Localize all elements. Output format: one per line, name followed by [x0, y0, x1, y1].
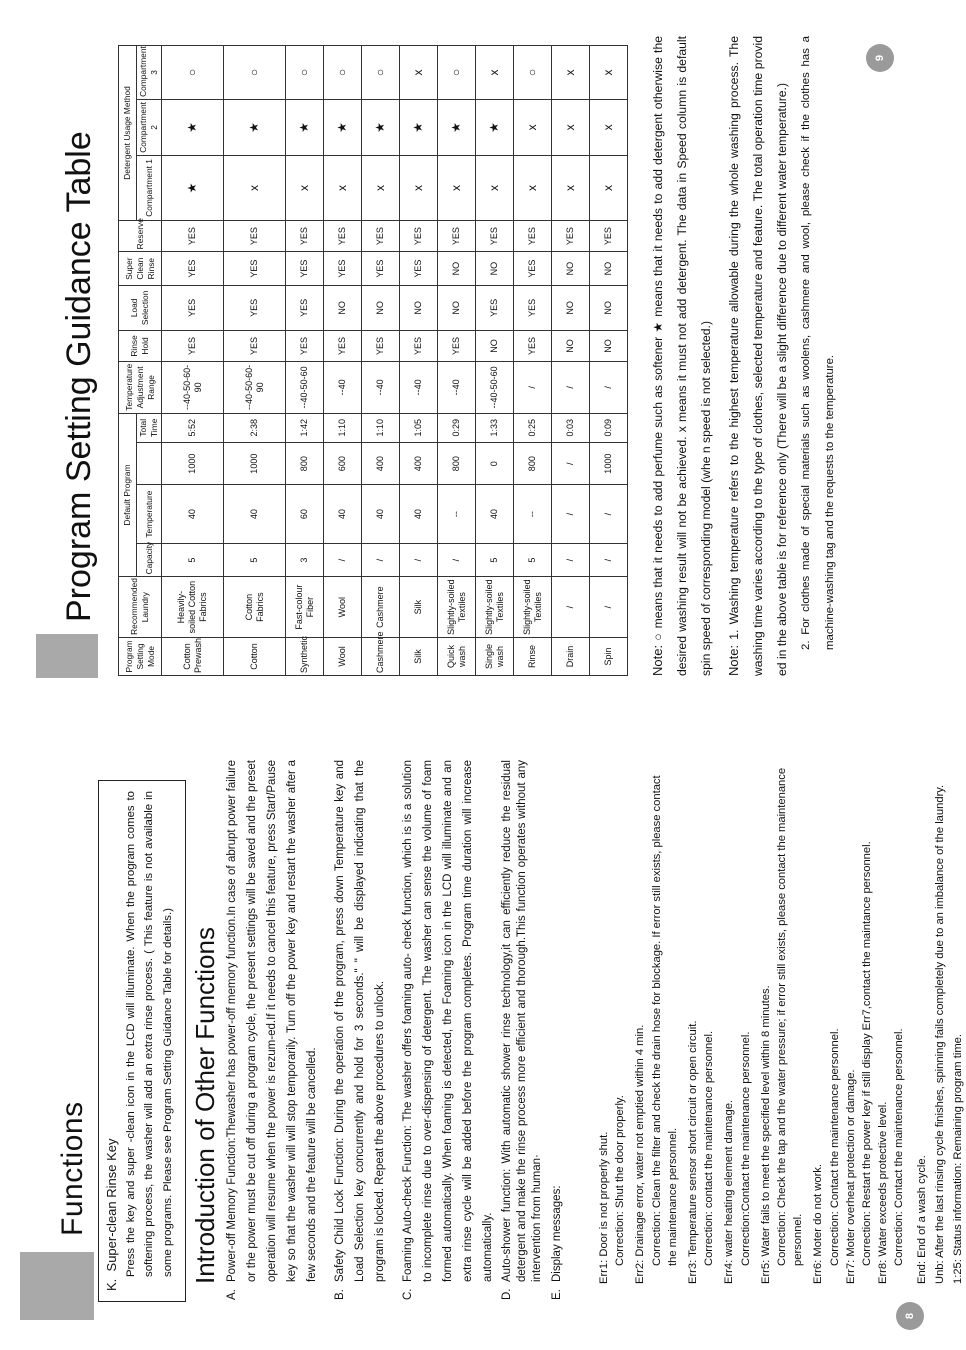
cell-temp: 60 [286, 485, 324, 543]
cell-temp: / [552, 485, 590, 543]
table-header-row-1 [119, 46, 137, 676]
cell-c1: x [438, 155, 476, 220]
cell-capacity: 5 [224, 543, 286, 577]
msg-unb: Unb: After the last rinsing cycle finishes, spinning fails completely due to an imbalance of the laundry. [933, 784, 946, 1284]
cell-super: YES [224, 252, 286, 286]
cell-range: --40-50-60 [286, 362, 324, 414]
cell-c3: x [400, 46, 438, 100]
cell-capacity: / [590, 543, 628, 577]
cell-c3: x [590, 46, 628, 100]
program-setting-guidance-table [118, 45, 628, 676]
cell-c3: ○ [324, 46, 362, 100]
cell-time: 1:42 [286, 413, 324, 442]
cell-c3: ○ [514, 46, 552, 100]
cell-reserve: YES [400, 220, 438, 251]
cell-c1: x [552, 155, 590, 220]
cell-c3: ○ [438, 46, 476, 100]
cell-load: YES [514, 285, 552, 330]
intro-item-b: B. Safety Child Lock Function: During the operation of the program, press down Temperature key and Load Selection key concurrently and hold for 3 seconds." " will be displayed indicating that the program is locked. Repeat the above procedures to unlock. [334, 760, 386, 1300]
cell-c1: x [224, 155, 286, 220]
msg-err5-correction: Correction: Check the tap and the water pressure; if error still exists, please contact the maintenance personnel. [776, 767, 805, 1266]
cell-time: 0:25 [514, 413, 552, 442]
cell-c2: ★ [162, 99, 224, 155]
msg-err1-correction: Correction: Shut the door properly. [614, 1095, 627, 1266]
cell-c1: x [400, 155, 438, 220]
col-speed [137, 442, 162, 485]
cell-capacity: / [362, 543, 400, 577]
cell-c2: x [590, 99, 628, 155]
cell-c3: ○ [162, 46, 224, 100]
cell-rinse-hold: YES [324, 330, 362, 361]
cell-speed: 800 [438, 442, 476, 485]
msg-err8-correction: Correction: Contact the maintenance personnel. [893, 1028, 906, 1266]
cell-range: / [590, 362, 628, 414]
cell-mode: Rinse [514, 637, 552, 675]
cell-laundry: / [590, 577, 628, 638]
cell-capacity: / [552, 543, 590, 577]
cell-super: YES [514, 252, 552, 286]
cell-speed: / [552, 442, 590, 485]
cell-time: 0:29 [438, 413, 476, 442]
cell-temp: 40 [224, 485, 286, 543]
cell-speed: 600 [324, 442, 362, 485]
cell-speed: 400 [400, 442, 438, 485]
cell-super: YES [324, 252, 362, 286]
col-temp-range: Temperature Adjustment Range [119, 362, 162, 414]
cell-c2: ★ [362, 99, 400, 155]
cell-temp: 40 [476, 485, 514, 543]
cell-rinse-hold: YES [514, 330, 552, 361]
cell-temp: -- [514, 485, 552, 543]
cell-c2: ★ [224, 99, 286, 155]
cell-c2: ★ [324, 99, 362, 155]
cell-c3: x [476, 46, 514, 100]
cell-mode: Quick wash [438, 637, 476, 675]
cell-mode: Single wash [476, 637, 514, 675]
msg-err6-correction: Correction: Contact the maintenance personnel. [828, 1028, 841, 1266]
cell-reserve: YES [224, 220, 286, 251]
cell-temp: 40 [400, 485, 438, 543]
cell-range: / [514, 362, 552, 414]
cell-laundry: Heavily-soiled Cotton Fabrics [162, 577, 224, 638]
cell-laundry: Slightly-soiled Textiles [476, 577, 514, 638]
msg-err7: Err7: Moter overheat protection or damage. [844, 1069, 857, 1284]
cell-c2: x [514, 99, 552, 155]
cell-load: YES [286, 285, 324, 330]
cell-super: YES [286, 252, 324, 286]
cell-time: 1:05 [400, 413, 438, 442]
cell-super: NO [438, 252, 476, 286]
cell-load: YES [162, 285, 224, 330]
cell-mode: Cotton Prewash [162, 637, 224, 675]
intro-items [222, 760, 567, 1300]
cell-laundry: Slightly-soiled Textiles [514, 577, 552, 638]
msg-err7-correction: Correction: Restart the power key if still display Err7,contact the maintance personnel. [861, 841, 874, 1266]
cell-capacity: 3 [286, 543, 324, 577]
cell-capacity: 5 [514, 543, 552, 577]
col-laundry: Recommended Laundry [119, 577, 162, 638]
table-row [552, 46, 590, 676]
cell-speed: 0 [476, 442, 514, 485]
cell-rinse-hold: YES [286, 330, 324, 361]
cell-mode: Wool [324, 637, 362, 675]
cell-super: NO [590, 252, 628, 286]
page-number-right: 9 [866, 44, 894, 72]
cell-c3: x [552, 46, 590, 100]
cell-range: --40 [438, 362, 476, 414]
table-row [224, 46, 286, 676]
cell-super: NO [552, 252, 590, 286]
right-gray-tab [36, 634, 98, 678]
cell-time: 1:10 [362, 413, 400, 442]
msg-end: End: End of a wash cycle. [915, 1155, 928, 1284]
cell-speed: 800 [514, 442, 552, 485]
cell-time: 0:03 [552, 413, 590, 442]
table-row [438, 46, 476, 676]
cell-reserve: YES [286, 220, 324, 251]
cell-rinse-hold: YES [162, 330, 224, 361]
col-compartment-2: Compartment 2 [137, 99, 162, 155]
cell-reserve: YES [476, 220, 514, 251]
cell-laundry: Silk [400, 577, 438, 638]
intro-heading: Introduction of Other Functions [190, 927, 220, 1284]
cell-temp: 40 [362, 485, 400, 543]
intro-item-c: C. Foaming Auto-check Function: The washer offers foaming auto- check function, which is is a solution to incomplete rinse due to over-dispensing of detergent. The washer can sense the volume of foam formed automatically. When foaming is detected, the Foaming icon in the LCD will illuminate and an extra rinse cycle will be added before the program completes. Program time duration will increase automatically. [402, 760, 494, 1300]
functions-heading: Functions [56, 1101, 89, 1236]
table-row [286, 46, 324, 676]
cell-c1: x [362, 155, 400, 220]
cell-laundry: Cotton Fabrics [224, 577, 286, 638]
cell-rinse-hold: YES [362, 330, 400, 361]
cell-time: 5:52 [162, 413, 224, 442]
cell-range: --40-50-60-90 [162, 362, 224, 414]
display-messages [588, 764, 966, 1284]
msg-time: 1:25: Status information: Remaining program time. [952, 1034, 965, 1284]
cell-capacity: 5 [162, 543, 224, 577]
cell-speed: 1000 [590, 442, 628, 485]
msg-err5: Err5: Water fails to meet the specified level within 8 minutes. [759, 985, 772, 1284]
k-text: Press the key and super -clean icon in the LCD will illuminate. When the program comes to softening process, the washer will add an extra rinse process. ( This feature is not available in some programs. Please see Program Setting Guidance Table for details.) [124, 791, 174, 1277]
table-row [162, 46, 224, 676]
table-row [514, 46, 552, 676]
col-reserve: Reserve [119, 220, 162, 251]
cell-speed: 800 [286, 442, 324, 485]
cell-c1: ★ [162, 155, 224, 220]
cell-range: --40 [324, 362, 362, 414]
cell-speed: 400 [362, 442, 400, 485]
cell-reserve: YES [552, 220, 590, 251]
msg-err8: Err8: Water exceeds protective level. [877, 1101, 890, 1284]
cell-c2: ★ [286, 99, 324, 155]
cell-c3: ○ [362, 46, 400, 100]
cell-speed: 1000 [162, 442, 224, 485]
cell-temp: -- [438, 485, 476, 543]
cell-c3: ○ [224, 46, 286, 100]
cell-rinse-hold: YES [400, 330, 438, 361]
k-label: K. [104, 1278, 119, 1291]
k-title: Super-clean Rinse Key [104, 1138, 119, 1272]
col-default-program: Default Program [119, 413, 137, 577]
cell-time: 0:09 [590, 413, 628, 442]
intro-item-d: D. Auto-shower function: With automatic shower rinse technology,it can efficiently reduce the residual detergent and make the rinse process more efficient and thorough.This function operates without any intervention from human· [501, 760, 543, 1300]
cell-c1: x [286, 155, 324, 220]
cell-reserve: YES [438, 220, 476, 251]
cell-rinse-hold: NO [552, 330, 590, 361]
msg-err4-correction: Correction:Contact the maintenance personnel. [739, 1031, 752, 1266]
cell-laundry: Fast-colour Fiber [286, 577, 324, 638]
cell-temp: 40 [324, 485, 362, 543]
left-gray-tab [20, 1252, 94, 1320]
cell-load: NO [552, 285, 590, 330]
cell-mode: Spin [590, 637, 628, 675]
cell-time: 1:33 [476, 413, 514, 442]
cell-load: NO [590, 285, 628, 330]
msg-err2: Err2: Drainage error, water not emptied within 4 min. [634, 1024, 647, 1284]
cell-capacity: / [438, 543, 476, 577]
msg-err1: Err1: Door is not properly shut. [598, 1131, 610, 1284]
table-row [476, 46, 514, 676]
cell-c2: ★ [438, 99, 476, 155]
cell-c2: ★ [476, 99, 514, 155]
cell-rinse-hold: YES [224, 330, 286, 361]
guidance-table-heading: Program Setting Guidance Table [60, 131, 98, 622]
cell-mode: Synthetic [286, 637, 324, 675]
table-body [162, 46, 628, 676]
cell-temp: 40 [162, 485, 224, 543]
cell-temp: / [590, 485, 628, 543]
note-2: Note: 1. Washing temperature refers to the highest temperature allowable during the whole washing process. The washing time varies according to the type of clothes, selected temperature and feature. The total operation time provid ed in the above table is for reference only (There will be a slight difference due to different water temperature.) [726, 36, 789, 676]
cell-laundry: / [552, 577, 590, 638]
col-mode: Program Setting Mode [119, 637, 162, 675]
cell-time: 2:38 [224, 413, 286, 442]
col-total-time: Total Time [137, 413, 162, 442]
cell-mode: Silk [400, 637, 438, 675]
cell-c1: x [590, 155, 628, 220]
col-capacity: Capacity [137, 543, 162, 577]
cell-rinse-hold: NO [476, 330, 514, 361]
table-row [362, 46, 400, 676]
cell-c1: x [476, 155, 514, 220]
cell-load: NO [400, 285, 438, 330]
table-row [590, 46, 628, 676]
cell-load: NO [438, 285, 476, 330]
cell-laundry: Slightly-soiled Textiles [438, 577, 476, 638]
cell-super: NO [476, 252, 514, 286]
cell-range: --40-50-60-90 [224, 362, 286, 414]
intro-item-a: A. Power-off Memory Function:Thewasher has power-off memory function.In case of abrupt power failure or the power must be cut off during a program cycle, the present settings will be saved and the preset operation will resume when the power is rezum-ed.If it needs to cancel this feature, press Start/Pause key so that the washer will will stop temporarily. Turn off the power key and restart the washer after a few seconds and the feature will be cancelled. [226, 760, 318, 1300]
note-1: Note: ○ means that it needs to add perfume such as softener ★ means that it needs to add detergent otherwise the desired washing result will not be achieved. x means it must not add detergent. The data in Speed column is default spin speed of corresponding model (whe n speed is not selected.) [650, 35, 713, 676]
msg-err3-correction: Correction: contact the maintenance personnel. [703, 1030, 716, 1266]
cell-range: --40 [362, 362, 400, 414]
cell-super: YES [362, 252, 400, 286]
cell-load: NO [324, 285, 362, 330]
col-rinse-hold: Rinse Hold [119, 330, 162, 361]
cell-time: 1:10 [324, 413, 362, 442]
cell-c2: ★ [400, 99, 438, 155]
col-load-selection: Load Selection [119, 285, 162, 330]
cell-reserve: YES [514, 220, 552, 251]
cell-load: NO [362, 285, 400, 330]
col-temperature: Temperature [137, 485, 162, 543]
cell-load: YES [476, 285, 514, 330]
table-row [324, 46, 362, 676]
cell-range: / [552, 362, 590, 414]
notes [646, 36, 842, 676]
cell-reserve: YES [324, 220, 362, 251]
msg-err6: Err6: Moter do not work. [812, 1163, 825, 1284]
col-super-clean: Super Clean Rinse [119, 252, 162, 286]
cell-c3: ○ [286, 46, 324, 100]
cell-super: YES [162, 252, 224, 286]
msg-err3: Err3: Temperature sensor short circuit or open circuit. [687, 1020, 700, 1284]
note-2b: 2. For clothes made of special materials such as woolens, cashmere and wool, please check if the clothes has a machine-washing tag and the requests to the temperature. [800, 36, 836, 650]
cell-capacity: / [400, 543, 438, 577]
col-compartment-1: Compartment 1 [137, 155, 162, 220]
cell-mode: Cashmere [362, 637, 400, 675]
cell-range: --40 [400, 362, 438, 414]
cell-reserve: YES [590, 220, 628, 251]
cell-speed: 1000 [224, 442, 286, 485]
col-detergent: Detergent Usage Method [119, 46, 137, 221]
msg-err4: Err4: water heating element damage. [723, 1099, 736, 1284]
super-clean-rinse-box [98, 780, 186, 1302]
table-row [400, 46, 438, 676]
intro-item-e: E. Display messages: [551, 1185, 563, 1300]
cell-reserve: YES [362, 220, 400, 251]
cell-load: YES [224, 285, 286, 330]
cell-rinse-hold: YES [438, 330, 476, 361]
cell-c2: x [552, 99, 590, 155]
cell-rinse-hold: NO [590, 330, 628, 361]
cell-reserve: YES [162, 220, 224, 251]
page-number-left: 8 [896, 1302, 924, 1330]
cell-capacity: / [324, 543, 362, 577]
cell-c1: x [324, 155, 362, 220]
cell-capacity: 5 [476, 543, 514, 577]
cell-mode: Cotton [224, 637, 286, 675]
cell-laundry: Wool [324, 577, 362, 638]
col-compartment-3: Compartment 3 [137, 46, 162, 100]
msg-err2-correction: Correction: Clean the filter and check the drain hose for blockage. If error still exists, please contact the maintenance personnel. [650, 775, 679, 1266]
cell-range: --40-50-60 [476, 362, 514, 414]
cell-laundry: Cashmere [362, 577, 400, 638]
cell-super: YES [400, 252, 438, 286]
cell-mode: Drain [552, 637, 590, 675]
cell-c1: x [514, 155, 552, 220]
